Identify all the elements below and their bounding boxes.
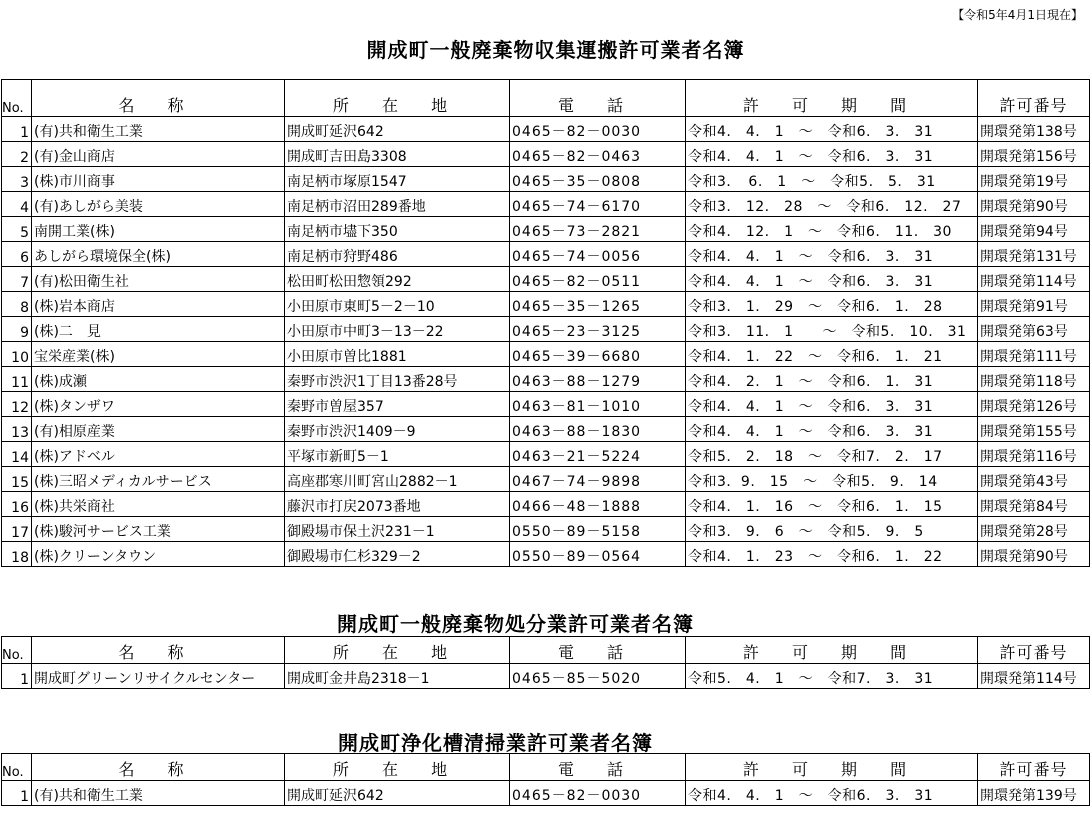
header-no: No. [2,637,32,664]
header-address: 所 在 地 [285,637,510,664]
table-row [2,267,1090,292]
cell-permit-no: 開環発第138号 [978,117,1090,142]
cell-period: 令和3. 9. 6 ～ 令和5. 9. 5 [686,517,978,542]
table-header-row [2,637,1090,664]
header-name: 名 称 [32,637,285,664]
table-row [2,467,1090,492]
cell-phone: 0463－88－1830 [510,417,686,442]
header-no: No. [2,754,32,781]
cell-period: 令和3. 11. 1 ～ 令和5. 10. 31 [686,317,978,342]
cell-phone: 0465－74－0056 [510,242,686,267]
cell-name: (有)松田衛生社 [32,267,285,292]
table-row [2,442,1090,467]
cell-phone: 0550－89－0564 [510,542,686,567]
header-phone: 電 話 [510,80,686,117]
table-row [2,492,1090,517]
table-row [2,317,1090,342]
table-header-row [2,80,1090,117]
cell-phone: 0467－74－9898 [510,467,686,492]
cell-name: (株)駿河サービス工業 [32,517,285,542]
cell-period: 令和4. 4. 1 ～ 令和6. 3. 31 [686,242,978,267]
cell-name: (株)共栄商社 [32,492,285,517]
as-of-date: 【令和5年4月1日現在】 [952,8,1083,22]
cell-period: 令和3． 6. 1 ～ 令和5. 5. 31 [686,167,978,192]
cell-name: (有)あしがら美装 [32,192,285,217]
collection-transport-table [1,79,1090,567]
cell-no: 18 [2,542,32,567]
table-row [2,192,1090,217]
cell-no: 13 [2,417,32,442]
cell-address: 秦野市曽屋357 [285,392,510,417]
disposal-table [1,636,1090,689]
cell-no: 12 [2,392,32,417]
cell-period: 令和4. 1. 22 ～ 令和6. 1. 21 [686,342,978,367]
cell-no: 9 [2,317,32,342]
cell-address: 平塚市新町5－1 [285,442,510,467]
cell-permit-no: 開環発第63号 [978,317,1090,342]
cell-no: 3 [2,167,32,192]
cell-name: (株)タンザワ [32,392,285,417]
cell-address: 開成町吉田島3308 [285,142,510,167]
cell-address: 南足柄市沼田289番地 [285,192,510,217]
cell-period: 令和4. 2. 1 ～ 令和6. 1. 31 [686,367,978,392]
cell-no: 14 [2,442,32,467]
cell-name: (株)岩本商店 [32,292,285,317]
cell-phone: 0465－39－6680 [510,342,686,367]
cell-permit-no: 開環発第114号 [978,267,1090,292]
cell-address: 開成町金井島2318－1 [285,664,510,689]
header-period: 許 可 期 間 [686,637,978,664]
header-phone: 電 話 [510,637,686,664]
cell-address: 御殿場市保土沢231－1 [285,517,510,542]
cell-permit-no: 開環発第118号 [978,367,1090,392]
cell-no: 11 [2,367,32,392]
header-address: 所 在 地 [285,754,510,781]
table-row [2,217,1090,242]
cell-address: 小田原市東町5－2－10 [285,292,510,317]
cell-name: (株)二 見 [32,317,285,342]
cell-phone: 0465－73－2821 [510,217,686,242]
cell-phone: 0465－74－6170 [510,192,686,217]
cell-address: 南足柄市狩野486 [285,242,510,267]
table-row [2,167,1090,192]
cell-period: 令和4. 4. 1 ～ 令和6. 3. 31 [686,117,978,142]
header-permit-no: 許可番号 [978,637,1090,664]
cell-address: 藤沢市打戻2073番地 [285,492,510,517]
header-name: 名 称 [32,80,285,117]
cell-no: 10 [2,342,32,367]
cell-name: 宝栄産業(株) [32,342,285,367]
cell-no: 1 [2,781,32,806]
cell-permit-no: 開環発第94号 [978,217,1090,242]
cell-name: あしがら環境保全(株) [32,242,285,267]
cell-name: (株)アドベル [32,442,285,467]
table-row [2,664,1090,689]
cell-address: 秦野市渋沢1丁目13番28号 [285,367,510,392]
cell-permit-no: 開環発第131号 [978,242,1090,267]
cell-permit-no: 開環発第114号 [978,664,1090,689]
header-name: 名 称 [32,754,285,781]
cell-no: 7 [2,267,32,292]
cell-address: 南足柄市塚原1547 [285,167,510,192]
header-permit-no: 許可番号 [978,754,1090,781]
cell-permit-no: 開環発第43号 [978,467,1090,492]
cell-name: (有)金山商店 [32,142,285,167]
cell-no: 1 [2,664,32,689]
cell-permit-no: 開環発第90号 [978,542,1090,567]
cell-permit-no: 開環発第156号 [978,142,1090,167]
cell-period: 令和4. 4. 1 ～ 令和6. 3. 31 [686,417,978,442]
cell-phone: 0465－23－3125 [510,317,686,342]
cell-name: (有)相原産業 [32,417,285,442]
cell-phone: 0465－82－0463 [510,142,686,167]
cell-address: 開成町延沢642 [285,117,510,142]
cell-permit-no: 開環発第155号 [978,417,1090,442]
cell-no: 17 [2,517,32,542]
section3-title: 開成町浄化槽清掃業許可業者名簿 [338,731,653,755]
cell-period: 令和4. 1. 23 ～ 令和6. 1. 22 [686,542,978,567]
cell-no: 1 [2,117,32,142]
cell-permit-no: 開環発第139号 [978,781,1090,806]
cell-permit-no: 開環発第116号 [978,442,1090,467]
cell-no: 4 [2,192,32,217]
cell-permit-no: 開環発第91号 [978,292,1090,317]
section2-title: 開成町一般廃棄物処分業許可業者名簿 [337,612,694,636]
cell-period: 令和3．9. 15 ～ 令和5. 9. 14 [686,467,978,492]
table-row [2,417,1090,442]
cell-address: 南足柄市壗下350 [285,217,510,242]
cell-no: 2 [2,142,32,167]
cell-period: 令和5. 4. 1 ～ 令和7. 3. 31 [686,664,978,689]
table-row [2,142,1090,167]
cell-phone: 0465－35－1265 [510,292,686,317]
table-row [2,517,1090,542]
cell-permit-no: 開環発第111号 [978,342,1090,367]
cell-phone: 0465－82－0030 [510,117,686,142]
cell-phone: 0466－48－1888 [510,492,686,517]
septic-cleaning-table [1,753,1090,806]
cell-name: 開成町グリーンリサイクルセンター [32,664,285,689]
cell-name: 南開工業(株) [32,217,285,242]
cell-name: (株)クリーンタウン [32,542,285,567]
cell-no: 8 [2,292,32,317]
table-row [2,117,1090,142]
cell-no: 6 [2,242,32,267]
header-permit-no: 許可番号 [978,80,1090,117]
cell-period: 令和4. 4. 1 ～ 令和6. 3. 31 [686,142,978,167]
cell-phone: 0465－35－0808 [510,167,686,192]
cell-permit-no: 開環発第126号 [978,392,1090,417]
cell-address: 松田町松田惣領292 [285,267,510,292]
cell-phone: 0463－81－1010 [510,392,686,417]
cell-permit-no: 開環発第28号 [978,517,1090,542]
header-period: 許 可 期 間 [686,754,978,781]
cell-phone: 0463－21－5224 [510,442,686,467]
cell-phone: 0465－82－0511 [510,267,686,292]
cell-permit-no: 開環発第90号 [978,192,1090,217]
cell-address: 開成町延沢642 [285,781,510,806]
cell-phone: 0550－89－5158 [510,517,686,542]
cell-address: 秦野市渋沢1409－9 [285,417,510,442]
cell-phone: 0463－88－1279 [510,367,686,392]
cell-address: 小田原市曽比1881 [285,342,510,367]
header-phone: 電 話 [510,754,686,781]
cell-no: 15 [2,467,32,492]
table-row [2,392,1090,417]
cell-address: 高座郡寒川町宮山2882－1 [285,467,510,492]
cell-period: 令和3. 1. 29 ～ 令和6. 1. 28 [686,292,978,317]
table-row [2,367,1090,392]
cell-no: 16 [2,492,32,517]
cell-name: (株)三昭メディカルサービス [32,467,285,492]
cell-period: 令和4. 4. 1 ～ 令和6. 3. 31 [686,392,978,417]
cell-phone: 0465－85－5020 [510,664,686,689]
cell-address: 御殿場市仁杉329－2 [285,542,510,567]
header-address: 所 在 地 [285,80,510,117]
cell-name: (有)共和衛生工業 [32,781,285,806]
table-row [2,342,1090,367]
cell-period: 令和4. 12. 1 ～ 令和6. 11. 30 [686,217,978,242]
cell-name: (株)市川商事 [32,167,285,192]
cell-name: (有)共和衛生工業 [32,117,285,142]
header-period: 許 可 期 間 [686,80,978,117]
table-row [2,242,1090,267]
cell-no: 5 [2,217,32,242]
section1-title: 開成町一般廃棄物収集運搬許可業者名簿 [366,38,745,62]
cell-period: 令和4. 4. 1 ～ 令和6. 3. 31 [686,267,978,292]
cell-permit-no: 開環発第84号 [978,492,1090,517]
table-row [2,292,1090,317]
cell-name: (株)成瀬 [32,367,285,392]
cell-period: 令和3. 12. 28 ～ 令和6. 12. 27 [686,192,978,217]
cell-period: 令和5. 2. 18 ～ 令和7. 2. 17 [686,442,978,467]
header-no: No. [2,80,32,117]
cell-phone: 0465－82－0030 [510,781,686,806]
table-row [2,781,1090,806]
table-row [2,542,1090,567]
cell-period: 令和4. 4. 1 ～ 令和6. 3. 31 [686,781,978,806]
cell-permit-no: 開環発第19号 [978,167,1090,192]
table-header-row [2,754,1090,781]
cell-period: 令和4. 1. 16 ～ 令和6. 1. 15 [686,492,978,517]
cell-address: 小田原市中町3－13－22 [285,317,510,342]
